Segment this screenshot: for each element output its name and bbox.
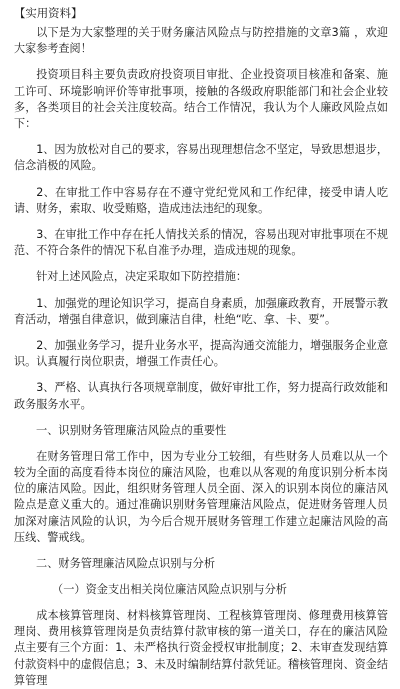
- section-heading-1: 一、识别财务管理廉洁风险点的重要性: [36, 423, 227, 437]
- measure-item-1: 1、加强党的理论知识学习，提高自身素质，加强廉政教育，开展警示教育活动，增强自律意识，做到廉洁自律，杜绝“吃、拿、卡、要”。: [14, 296, 388, 326]
- section-1-paragraph: 在财务管理日常工作中，因为专业分工较细，有些财务人员难以从一个较为全面的高度看待本岗位的廉洁风险，也难以从客观的角度识别分析本岗位的廉洁风险。因此，组织财务管理人员全面、深入的识别本岗位的廉洁风险点是意义重大的。通过准确识别财务管理廉洁风险点，促进财务管理人员加深对廉洁风险的认识，为今后合规开展财务管理工作建立起廉洁风险的高压线、警戒线。: [14, 449, 388, 544]
- risk-item-2: 2、在审批工作中容易存在不遵守党纪党风和工作纪律，接受申请人吃请、财务，索取、收受贿赂，造成违法违纪的现象。: [14, 185, 388, 215]
- risk-item-1: 1、因为放松对自己的要求，容易出现理想信念不坚定，导致思想退步，信念消极的风险。: [14, 143, 388, 173]
- measure-item-3: 3、严格、认真执行各项规章制度，做好审批工作，努力提高行政效能和政务服务水平。: [14, 381, 388, 411]
- doc-tag: 【实用资料】: [14, 6, 83, 20]
- intro-paragraph: 以下是为大家整理的关于财务廉洁风险点与防控措施的文章3篇 ，欢迎大家参考查阅！: [14, 26, 388, 56]
- measures-intro: 针对上述风险点，决定采取如下防控措施：: [36, 270, 247, 284]
- subsection-heading-1: （一）资金支出相关岗位廉洁风险点识别与分析: [52, 583, 287, 597]
- measure-item-2: 2、加强业务学习，提升业务水平，提高沟通交流能力，增强服务企业意识。认真履行岗位职责，增强工作责任心。: [14, 339, 388, 369]
- risk-item-3: 3、在审批工作中存在托人情找关系的情况，容易出现对审批事项在不规范、不符合条件的情况下私自准予办理，造成违规的现象。: [14, 228, 388, 258]
- section-heading-2: 二、财务管理廉洁风险点识别与分析: [36, 557, 216, 571]
- body-paragraph: 投资项目科主要负责政府投资项目审批、企业投资项目核准和备案、施工许可、环境影响评价等审批事项，接触的各级政府职能部门和社会企业较多，各类项目的社会关注度较高。结合工作情况，我认为个人廉政风险点如下：: [14, 68, 388, 131]
- subsection-1-paragraph: 成本核算管理岗、材料核算管理岗、工程核算管理岗、修理费用核算管理岗、费用核算管理岗是负责结算付款审核的第一道关口，存在的廉洁风险点主要有三个方面：1、未严格执行资金授权审批制度；2、未审查发现结算付款资料中的虚假信息；3、未及时编制结算付款凭证。稽核管理岗、资金结算管理: [14, 609, 388, 687]
